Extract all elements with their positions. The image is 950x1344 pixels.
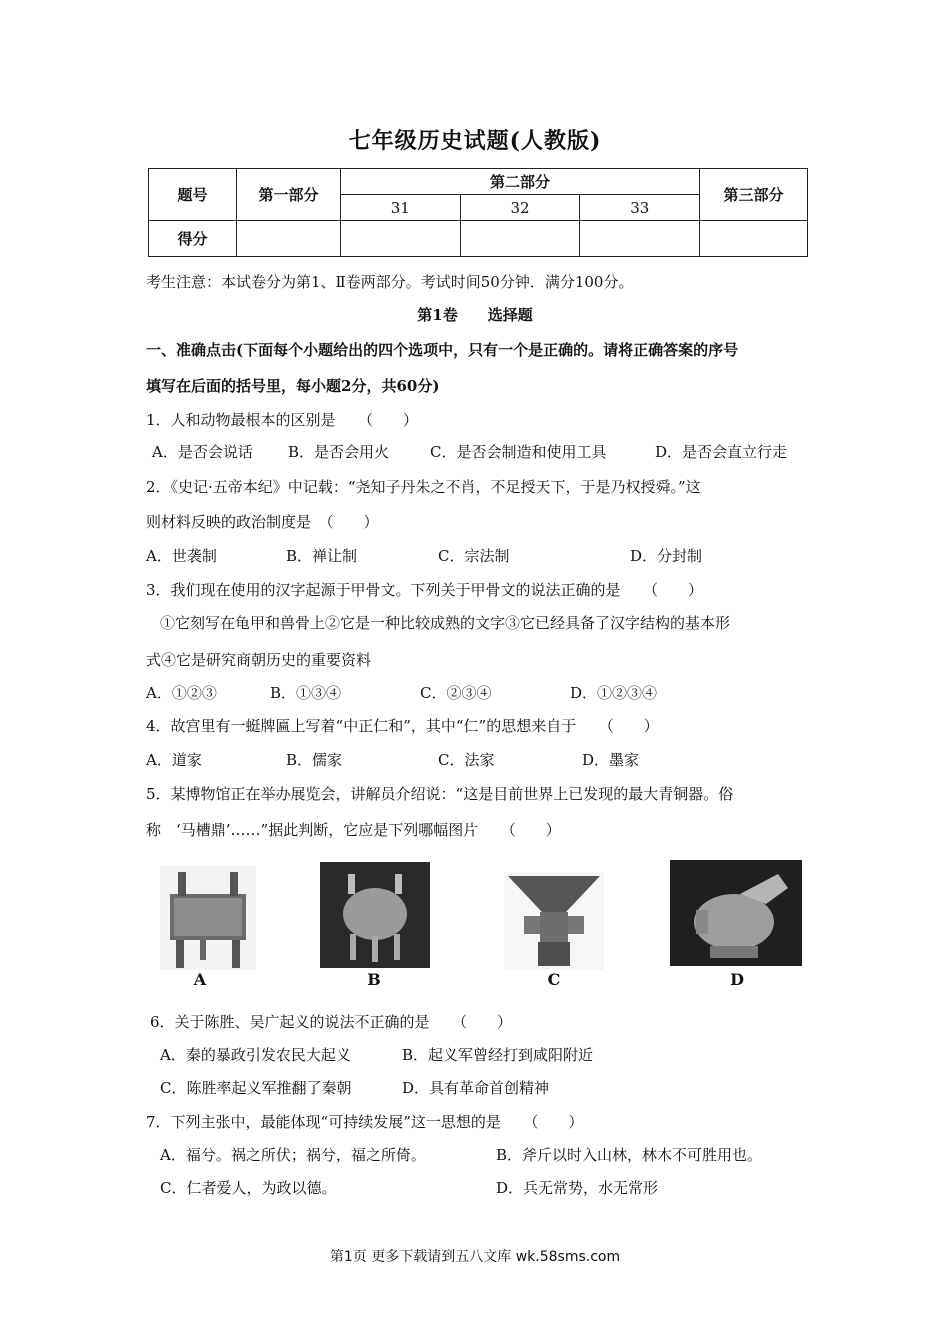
question-2-option-c: C．宗法制 bbox=[438, 547, 510, 565]
section-title: 第1卷 选择题 bbox=[417, 306, 533, 324]
question-3-option-d: D．①②③④ bbox=[570, 684, 658, 702]
question-6-stem: 6．关于陈胜、吴广起义的说法不正确的是 （ ） bbox=[150, 1013, 513, 1031]
question-7-option-b: B．斧斤以时入山林，林木不可胜用也。 bbox=[496, 1146, 763, 1164]
question-3-stem: 3．我们现在使用的汉字起源于甲骨文。下列关于甲骨文的说法正确的是 （ ） bbox=[146, 581, 704, 599]
image-caption-a: A bbox=[193, 970, 207, 989]
question-2-stem-1: 2．《史记·五帝本纪》中记载：“尧知子丹朱之不肖，不足授天下，于是乃权授舜。”这 bbox=[146, 478, 701, 496]
question-4-option-a: A．道家 bbox=[146, 751, 202, 769]
score-table-part3: 第三部分 bbox=[700, 169, 808, 221]
score-cell bbox=[340, 221, 460, 257]
score-table bbox=[148, 168, 808, 257]
question-3-option-b: B．①③④ bbox=[270, 684, 342, 702]
question-6-option-c: C．陈胜率起义军推翻了秦朝 bbox=[160, 1079, 352, 1097]
instruction-line-1: 一、准确点击(下面每个小题给出的四个选项中，只有一个是正确的。请将正确答案的序号 bbox=[146, 341, 739, 359]
bronze-image-c bbox=[504, 872, 604, 970]
question-7-option-d: D．兵无常势，水无常形 bbox=[496, 1179, 659, 1197]
score-table-q32: 32 bbox=[460, 195, 580, 221]
score-cell bbox=[580, 221, 700, 257]
question-1-option-c: C．是否会制造和使用工具 bbox=[430, 443, 607, 461]
question-3-option-c: C．②③④ bbox=[420, 684, 492, 702]
image-caption-c: C bbox=[547, 970, 561, 989]
question-4-stem: 4．故宫里有一蜓牌匾上写着“中正仁和”，其中“仁”的思想来自于 （ ） bbox=[146, 717, 659, 735]
question-1-option-b: B．是否会用火 bbox=[288, 443, 390, 461]
question-1-option-a: A．是否会说话 bbox=[152, 443, 253, 461]
question-4-option-b: B．儒家 bbox=[286, 751, 343, 769]
question-7-option-c: C．仁者爱人，为政以德。 bbox=[160, 1179, 337, 1197]
score-cell bbox=[700, 221, 808, 257]
image-caption-d: D bbox=[730, 970, 744, 989]
question-6-option-a: A．秦的暴政引发农民大起义 bbox=[160, 1046, 351, 1064]
question-3-option-a: A．①②③ bbox=[146, 684, 217, 702]
score-table-part2: 第二部分 bbox=[340, 169, 699, 195]
page-footer: 第1页 更多下载请到五八文库 wk.58sms.com bbox=[329, 1249, 621, 1265]
image-caption-b: B bbox=[367, 970, 381, 989]
question-4-option-c: C．法家 bbox=[438, 751, 495, 769]
question-5-stem-1: 5．某博物馆正在举办展览会，讲解员介绍说：“这是目前世界上已发现的最大青铜器。俗 bbox=[146, 785, 734, 803]
question-6-option-d: D．具有革命首创精神 bbox=[402, 1079, 550, 1097]
question-7-option-a: A．福兮。祸之所伏；祸兮，福之所倚。 bbox=[160, 1146, 426, 1164]
question-3-detail-2: 式④它是研究商朝历史的重要资料 bbox=[146, 651, 372, 669]
instruction-line-2: 填写在后面的括号里，每小题2分，共60分) bbox=[146, 377, 440, 395]
bronze-image-b bbox=[320, 862, 430, 968]
question-4-option-d: D．墨家 bbox=[582, 751, 640, 769]
question-1-option-d: D．是否会直立行走 bbox=[655, 443, 788, 461]
question-2-stem-2: 则材料反映的政治制度是 （ ） bbox=[146, 513, 379, 531]
question-5-stem-2: 称 ‘马槽鼎’……”据此判断，它应是下列哪幅图片 （ ） bbox=[146, 821, 561, 839]
question-3-detail-1: ①它刻写在龟甲和兽骨上②它是一种比较成熟的文字③它已经具备了汉字结构的基本形 bbox=[160, 614, 731, 632]
question-6-option-b: B．起义军曾经打到咸阳附近 bbox=[402, 1046, 594, 1064]
question-2-option-d: D．分封制 bbox=[630, 547, 703, 565]
score-table-score-label: 得分 bbox=[149, 221, 237, 257]
score-table-part1: 第一部分 bbox=[237, 169, 341, 221]
score-table-q31: 31 bbox=[340, 195, 460, 221]
question-2-option-a: A．世袭制 bbox=[146, 547, 217, 565]
question-7-stem: 7．下列主张中，最能体现“可持续发展”这一思想的是 （ ） bbox=[146, 1113, 584, 1131]
score-cell bbox=[237, 221, 341, 257]
question-1-stem: 1．人和动物最根本的区别是 （ ） bbox=[146, 411, 419, 429]
score-table-header-number: 题号 bbox=[149, 169, 237, 221]
question-2-option-b: B．禅让制 bbox=[286, 547, 358, 565]
score-table-q33: 33 bbox=[580, 195, 700, 221]
bronze-images bbox=[146, 860, 806, 990]
exam-notice: 考生注意：本试卷分为第1、Ⅱ卷两部分。考试时间50分钟．满分100分。 bbox=[146, 273, 634, 291]
bronze-image-d bbox=[670, 860, 802, 966]
page-title: 七年级历史试题(人教版) bbox=[348, 128, 602, 154]
bronze-image-a bbox=[160, 866, 256, 970]
score-cell bbox=[460, 221, 580, 257]
